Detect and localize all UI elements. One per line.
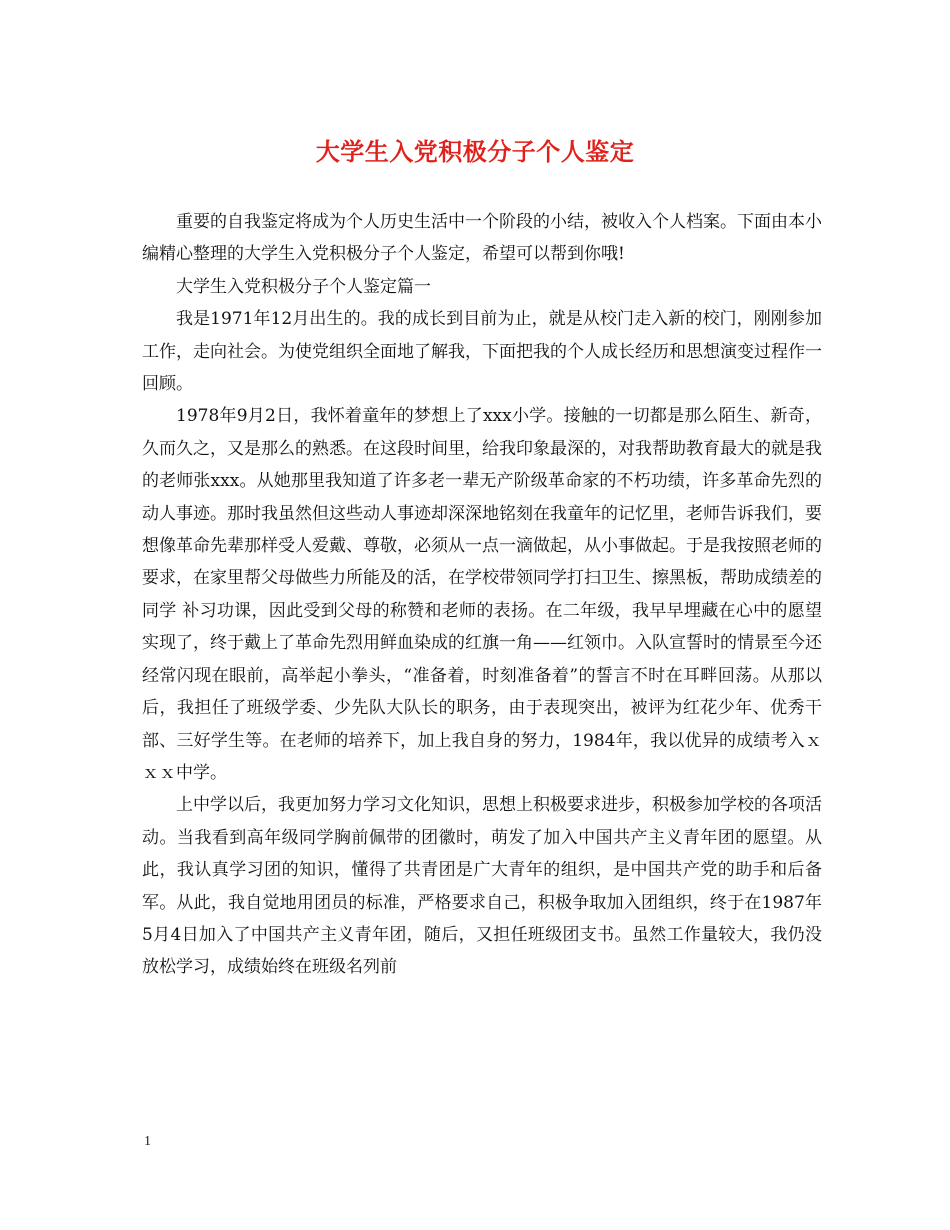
document-body bbox=[142, 206, 822, 984]
paragraph-intro: 重要的自我鉴定将成为个人历史生活中一个阶段的小结，被收入个人档案。下面由本小编精心整理的大学生入党积极分子个人鉴定，希望可以帮到你哦! bbox=[142, 212, 822, 265]
page-number: 1 bbox=[144, 1134, 151, 1149]
paragraph-birth: 我是1971年12月出生的。我的成长到目前为止，就是从校门走入新的校门，刚刚参加工作，走向社会。为使党组织全面地了解我，下面把我的个人成长经历和思想演变过程作一回顾。 bbox=[142, 309, 822, 395]
paragraph-primary-school: 1978年9月2日，我怀着童年的梦想上了xxx小学。接触的一切都是那么陌生、新奇，久而久之，又是那么的熟悉。在这段时间里，给我印象最深的，对我帮助教育最大的就是我的老师张xxx。从她那里我知道了许多老一辈无产阶级革命家的不朽功绩，许多革命先烈的动人事迹。那时我虽然但这些动人事迹却深深地铭刻在我童年的记忆里，老师告诉我们，要想像革命先辈那样受人爱戴、尊敬，必须从一点一滴做起，从小事做起。于是我按照老师的要求，在家里帮父母做些力所能及的活，在学校带领同学打扫卫生、擦黑板，帮助成绩差的同学 补习功课，因此受到父母的称赞和老师的表扬。在二年级，我早早埋藏在心中的愿望实现了，终于戴上了革命先烈用鲜血染成的红旗一角——红领巾。入队宣誓时的情景至今还经常闪现在眼前，高举起小拳头，“准备着，时刻准备着”的誓言不时在耳畔回荡。从那以后，我担任了班级学委、少先队大队长的职务，由于表现突出，被评为红花少年、优秀干部、三好学生等。在老师的培养下，加上我自身的努力，1984年，我以优异的成绩考入ｘｘｘ中学。 bbox=[142, 406, 822, 783]
paragraph-middle-school: 上中学以后，我更加努力学习文化知识，思想上积极要求进步，积极参加学校的各项活动。当我看到高年级同学胸前佩带的团徽时，萌发了加入中国共产主义青年团的愿望。从此，我认真学习团的知识，懂得了共青团是广大青年的组织，是中国共产党的助手和后备军。从此，我自觉地用团员的标准，严格要求自己，积极争取加入团组织，终于在1987年5月4日加入了中国共产主义青年团，随后，又担任班级团支书。虽然工作量较大，我仍没放松学习，成绩始终在班级名列前 bbox=[142, 795, 822, 978]
document-title: 大学生入党积极分子个人鉴定 bbox=[315, 137, 635, 166]
section-heading: 大学生入党积极分子个人鉴定篇一 bbox=[176, 276, 431, 297]
